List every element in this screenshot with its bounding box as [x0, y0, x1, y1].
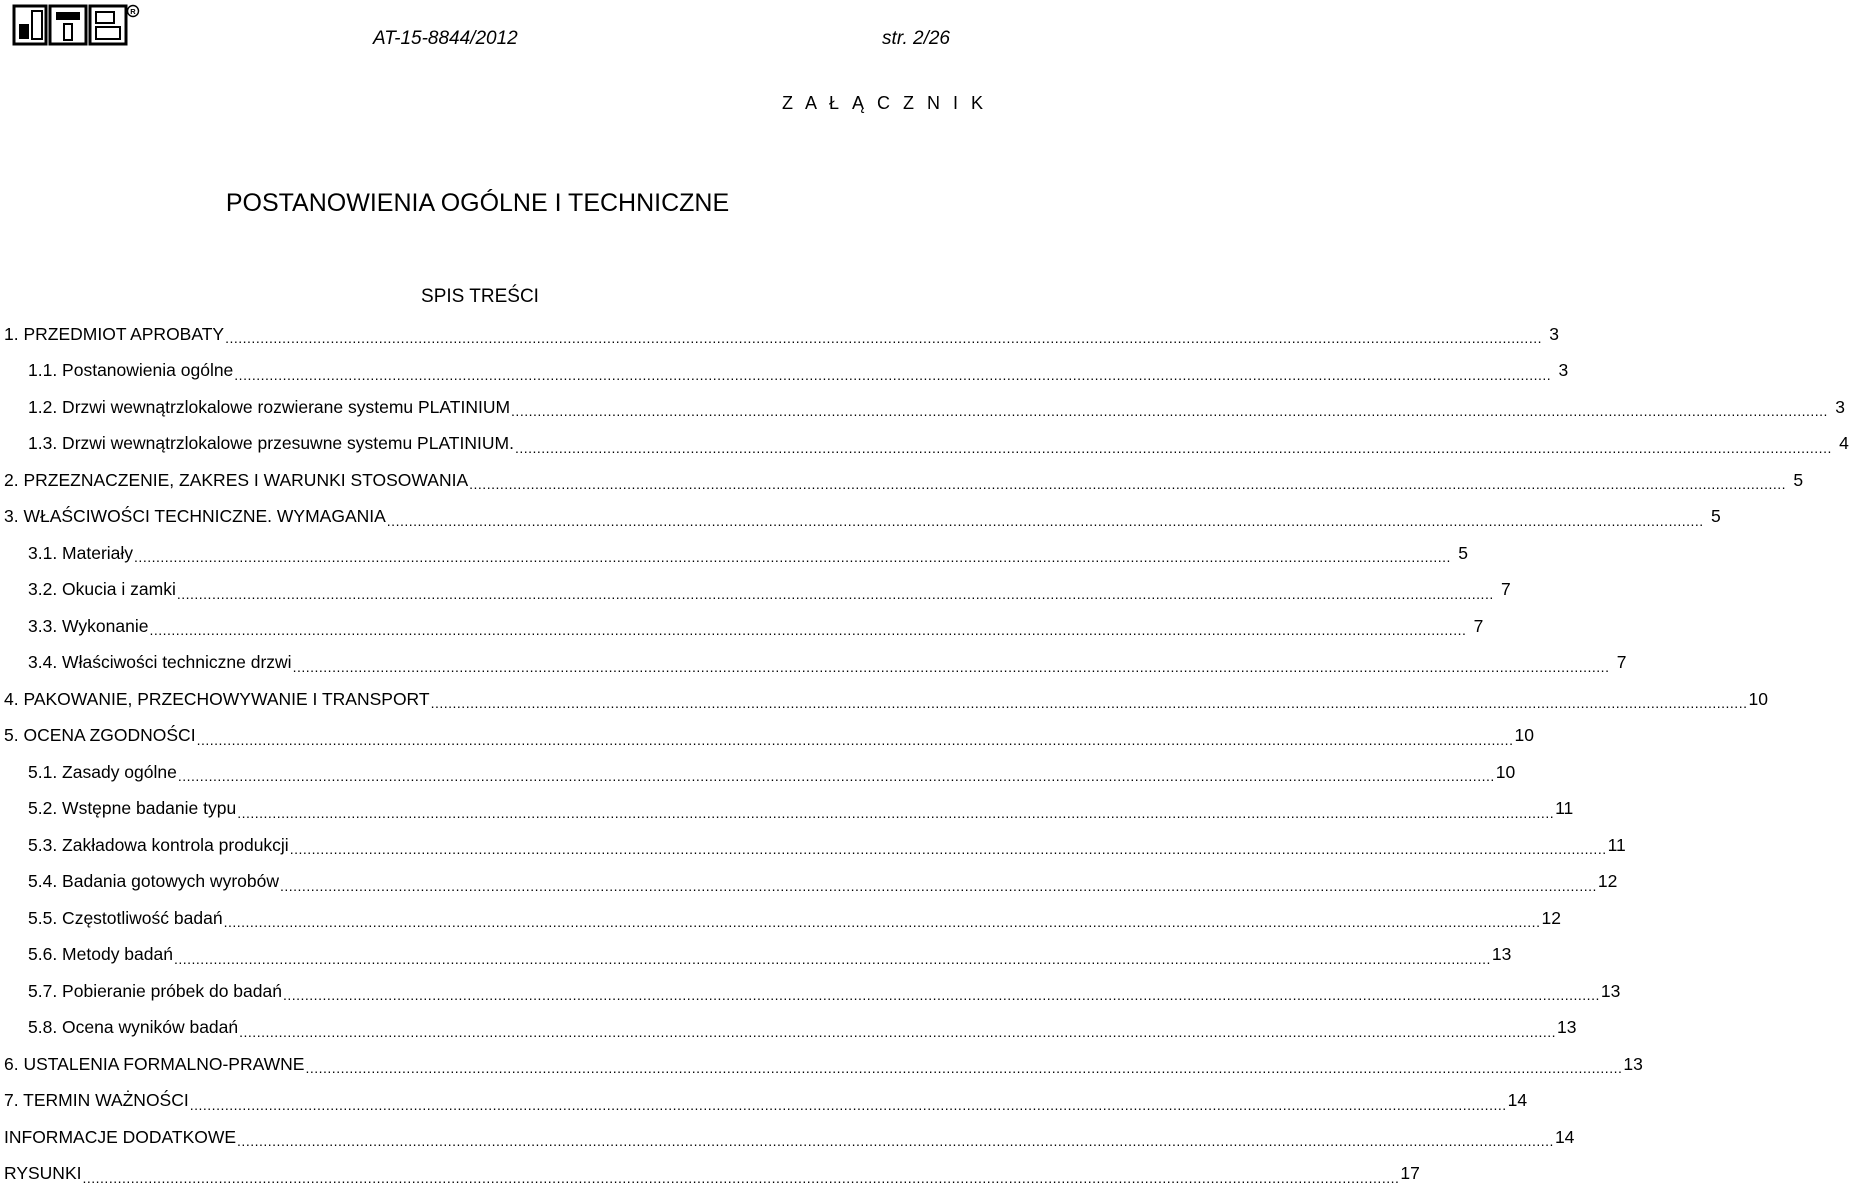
- toc-entry-label: 3.3. Wykonanie: [28, 616, 148, 637]
- toc-entry-page: 11: [1555, 798, 1573, 819]
- toc-entry[interactable]: [0, 1083, 960, 1120]
- dot-leader: ............................................................................................................................................................................................................................................................................................................: [224, 914, 1541, 930]
- dot-leader: ............................................................................................................................................................................................................................................................................................................: [174, 951, 1491, 967]
- toc-entry[interactable]: [0, 900, 960, 937]
- toc-entry-label: 5.5. Częstotliwość badań: [28, 908, 223, 929]
- svg-text:R: R: [130, 7, 136, 16]
- toc-entry-label: 1. PRZEDMIOT APROBATY: [4, 324, 224, 345]
- toc-entry-label: 1.3. Drzwi wewnątrzlokalowe przesuwne systemu PLATINIUM.: [28, 433, 514, 454]
- toc-entry-label: 1.1. Postanowienia ogólne: [28, 360, 233, 381]
- dot-leader: ............................................................................................................................................................................................................................................................................................................: [237, 1133, 1554, 1149]
- toc-entry[interactable]: [0, 1156, 960, 1192]
- dot-leader: ............................................................................................................................................................................................................................................................................................................: [149, 622, 1466, 638]
- toc-entry[interactable]: [0, 791, 960, 828]
- toc-entry-page: 11: [1608, 835, 1626, 856]
- toc-entry-page: 12: [1598, 871, 1617, 892]
- dot-leader: ............................................................................................................................................................................................................................................................................................................: [237, 805, 1554, 821]
- main-title: POSTANOWIENIA OGÓLNE I TECHNICZNE: [0, 189, 955, 218]
- toc-entry-page: 5: [1787, 470, 1803, 491]
- toc-entry[interactable]: [0, 718, 960, 755]
- toc-entry-page: 13: [1557, 1017, 1576, 1038]
- dot-leader: ............................................................................................................................................................................................................................................................................................................: [293, 659, 1610, 675]
- dot-leader: ............................................................................................................................................................................................................................................................................................................: [431, 695, 1748, 711]
- toc-entry[interactable]: [0, 681, 960, 718]
- dot-leader: ............................................................................................................................................................................................................................................................................................................: [190, 1097, 1507, 1113]
- page-number: str. 2/26: [882, 28, 950, 50]
- toc-entry-label: 5. OCENA ZGODNOŚCI: [4, 725, 196, 746]
- toc-entry-page: 5: [1452, 543, 1468, 564]
- toc-entry-label: 3.2. Okucia i zamki: [28, 579, 176, 600]
- toc-entry[interactable]: [0, 864, 960, 901]
- toc-entry-page: 7: [1495, 579, 1511, 600]
- toc-entry[interactable]: [0, 426, 960, 463]
- dot-leader: ............................................................................................................................................................................................................................................................................................................: [134, 549, 1451, 565]
- toc-entry-label: 2. PRZEZNACZENIE, ZAKRES I WARUNKI STOSOWANIA: [4, 470, 468, 491]
- toc-entry[interactable]: [0, 499, 960, 536]
- toc-entry-label: 5.1. Zasady ogólne: [28, 762, 177, 783]
- toc-entry-page: 13: [1601, 981, 1620, 1002]
- dot-leader: ............................................................................................................................................................................................................................................................................................................: [239, 1024, 1556, 1040]
- toc-entry-page: 7: [1467, 616, 1483, 637]
- dot-leader: ............................................................................................................................................................................................................................................................................................................: [387, 513, 1704, 529]
- toc-entry-page: 14: [1508, 1090, 1527, 1111]
- toc-entry[interactable]: [0, 827, 960, 864]
- toc-entry[interactable]: [0, 535, 960, 572]
- toc-entry-label: 3. WŁAŚCIWOŚCI TECHNICZNE. WYMAGANIA: [4, 506, 386, 527]
- toc-entry-page: 13: [1623, 1054, 1642, 1075]
- toc-entry-page: 3: [1829, 397, 1845, 418]
- dot-leader: ............................................................................................................................................................................................................................................................................................................: [225, 330, 1542, 346]
- dot-leader: ............................................................................................................................................................................................................................................................................................................: [234, 367, 1551, 383]
- toc-entry-page: 13: [1492, 944, 1511, 965]
- toc-entry-label: 7. TERMIN WAŻNOŚCI: [4, 1090, 189, 1111]
- toc-entry[interactable]: [0, 754, 960, 791]
- toc-entry-label: INFORMACJE DODATKOWE: [4, 1127, 236, 1148]
- toc-entry-page: 10: [1514, 725, 1533, 746]
- toc-entry[interactable]: [0, 572, 960, 609]
- toc-entry-page: 10: [1496, 762, 1515, 783]
- toc-entry-page: 5: [1705, 506, 1721, 527]
- dot-leader: ............................................................................................................................................................................................................................................................................................................: [283, 987, 1600, 1003]
- toc-entry-label: 5.8. Ocena wyników badań: [28, 1017, 238, 1038]
- toc-entry[interactable]: [0, 937, 960, 974]
- toc-entry-label: 5.2. Wstępne badanie typu: [28, 798, 236, 819]
- dot-leader: ............................................................................................................................................................................................................................................................................................................: [197, 732, 1514, 748]
- toc-entry[interactable]: [0, 645, 960, 682]
- toc-entry-label: 5.3. Zakładowa kontrola produkcji: [28, 835, 289, 856]
- toc-entry[interactable]: [0, 1119, 960, 1156]
- toc-entry[interactable]: [0, 462, 960, 499]
- toc-entry-label: 3.4. Właściwości techniczne drzwi: [28, 652, 292, 673]
- toc-entry-label: 5.4. Badania gotowych wyrobów: [28, 871, 279, 892]
- dot-leader: ............................................................................................................................................................................................................................................................................................................: [178, 768, 1495, 784]
- toc-entry-label: 5.6. Metody badań: [28, 944, 173, 965]
- toc-entry-page: 7: [1610, 652, 1626, 673]
- toc-entry[interactable]: [0, 608, 960, 645]
- toc-entry-label: 4. PAKOWANIE, PRZECHOWYWANIE I TRANSPORT: [4, 689, 430, 710]
- dot-leader: ............................................................................................................................................................................................................................................................................................................: [305, 1060, 1622, 1076]
- toc-entry-label: 3.1. Materiały: [28, 543, 133, 564]
- itb-logo-icon: [14, 4, 140, 46]
- dot-leader: ............................................................................................................................................................................................................................................................................................................: [515, 440, 1832, 456]
- toc-entry[interactable]: [0, 1010, 960, 1047]
- table-of-contents: [0, 316, 960, 1192]
- toc-entry-label: 6. USTALENIA FORMALNO-PRAWNE: [4, 1054, 304, 1075]
- toc-entry-page: 17: [1400, 1163, 1419, 1184]
- toc-entry[interactable]: [0, 353, 960, 390]
- dot-leader: ............................................................................................................................................................................................................................................................................................................: [290, 841, 1607, 857]
- toc-entry[interactable]: [0, 973, 960, 1010]
- annex-label: Z A Ł Ą C Z N I K: [782, 93, 987, 114]
- dot-leader: ............................................................................................................................................................................................................................................................................................................: [177, 586, 1494, 602]
- dot-leader: ............................................................................................................................................................................................................................................................................................................: [511, 403, 1828, 419]
- dot-leader: ............................................................................................................................................................................................................................................................................................................: [82, 1170, 1399, 1186]
- toc-entry-label: 5.7. Pobieranie próbek do badań: [28, 981, 282, 1002]
- toc-entry[interactable]: [0, 316, 960, 353]
- toc-entry-page: 4: [1833, 433, 1849, 454]
- toc-entry-page: 14: [1555, 1127, 1574, 1148]
- toc-entry-page: 3: [1543, 324, 1559, 345]
- document-number: AT-15-8844/2012: [373, 28, 518, 50]
- toc-title: SPIS TREŚCI: [0, 286, 960, 308]
- toc-entry-page: 10: [1748, 689, 1767, 710]
- toc-entry-page: 3: [1552, 360, 1568, 381]
- dot-leader: ............................................................................................................................................................................................................................................................................................................: [469, 476, 1786, 492]
- toc-entry-label: RYSUNKI: [4, 1163, 81, 1184]
- dot-leader: ............................................................................................................................................................................................................................................................................................................: [280, 878, 1597, 894]
- toc-entry[interactable]: [0, 1046, 960, 1083]
- toc-entry[interactable]: [0, 389, 960, 426]
- toc-entry-label: 1.2. Drzwi wewnątrzlokalowe rozwierane systemu PLATINIUM: [28, 397, 510, 418]
- toc-entry-page: 12: [1541, 908, 1560, 929]
